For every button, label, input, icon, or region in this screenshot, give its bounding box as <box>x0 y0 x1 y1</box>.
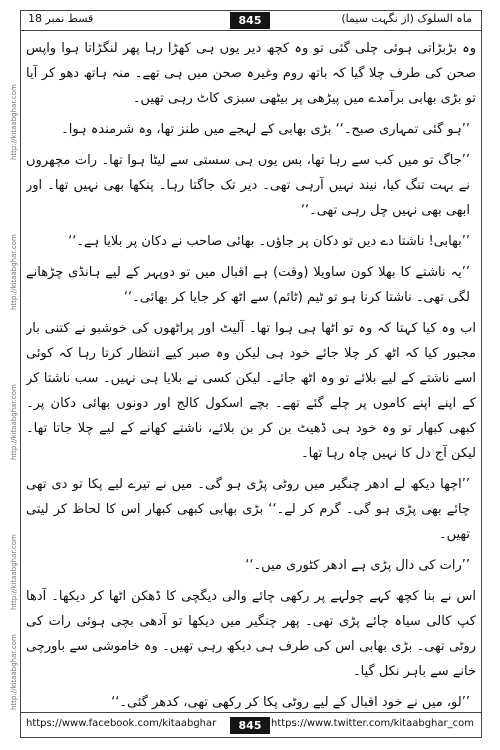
watermark-3: http://kitaabghar.com <box>10 384 18 460</box>
watermark-5: http://kitaabghar.com <box>10 634 18 710</box>
paragraph: ’’اچھا دیکھ لے ادھر چنگیر میں روٹی پڑی ہو گی۔ میں نے تیرے لیے پکا تو دی تھی چائے بھی پڑی ہو گی۔ گرم کر لے۔‘‘ بڑی بھابی کبھی کبھار اس کا لحاظ کر لیتی تھیں۔ <box>26 477 470 542</box>
twitter-link[interactable]: https://www.twitter.com/kitaabghar_com <box>271 718 474 729</box>
page-number-bottom: 845 <box>230 717 270 734</box>
paragraph: اس نے بنا کچھ کہے چولہے پر رکھی چائے والی دیگچی کا ڈھکن اٹھا کر دیکھا۔ آدھا کپ کالی سیاہ چائے پڑی تھی۔ پھر چنگیر میں دیکھا تو آدھی بچی ہوئی رات کی روٹی تھی۔ بڑی بھابی اس کی طرف ہی دیکھ رہی تھیں۔ وہ خاموشی سے باورچی خانے سے باہر نکل گیا۔ <box>26 589 476 679</box>
watermark-1: http://kitaabghar.com <box>10 84 18 160</box>
paragraph: ’’بھابی! ناشتا دے دیں تو دکان پر جاؤں۔ بھائی صاحب نے دکان پر بلایا ہے۔‘‘ <box>68 234 470 249</box>
paragraph: ’’ہو گئی تمہاری صبح۔‘‘ بڑی بھابی کے لہجے میں طنز تھا، وہ شرمندہ ہوا۔ <box>61 122 470 137</box>
paragraph: ’’یہ ناشتے کا بھلا کون ساویلا (وقت) ہے اقبال میں تو دوپہر کے لیے ہانڈی چڑھانے لگی تھی۔ ناشتا کرنا ہو تو ٹیم (ٹائم) سے اٹھ کر جایا کر بھائی۔‘‘ <box>26 265 470 305</box>
page-number-top: 845 <box>230 12 270 29</box>
paragraph: ’’رات کی دال پڑی ہے ادھر کٹوری میں۔‘‘ <box>245 558 470 573</box>
episode-label: قسط نمبر 18 <box>28 12 94 25</box>
watermark-4: http://kitaabghar.com <box>10 534 18 610</box>
header-rule <box>20 30 482 31</box>
paragraph: ’’لو، میں نے خود اقبال کے لیے روٹی پکا کر رکھی تھی، کدھر گئی۔‘‘ <box>111 695 470 710</box>
facebook-link[interactable]: https://www.facebook.com/kitaabghar <box>26 718 217 729</box>
watermark-2: http://kitaabghar.com <box>10 234 18 310</box>
paragraph: ’’جاگ تو میں کب سے رہا تھا، بس یوں ہی سستی سے لیٹا ہوا تھا۔ رات مچھروں نے بہت تنگ کیا، نیند نہیں آرہی تھی۔ دیر تک جاگتا رہا۔ پنکھا بھی نہیں تھا۔ اور ابھی بھی نہیں چل رہی تھی۔‘‘ <box>26 153 470 218</box>
series-title: ماہ السلوک (از نگہت سیما) <box>341 12 472 25</box>
paragraph: اب وہ کیا کہتا کہ وہ تو اٹھا ہی ہوا تھا۔ آلیٹ اور پراٹھوں کی خوشبو نے کتنی بار مجبور کیا کہ اٹھ کر چلا جائے خود ہی لیکن وہ صبر کیے انتظار کرتا رہا کہ کوئی اسے ناشتے کے لیے بلائے تو وہ اٹھ جائے۔ لیکن کسی نے بلایا ہی نہیں۔ سب ناشتا کر کے اپنے اپنے کاموں پر چلے گئے تھے۔ بچے اسکول کالج اور دونوں بھائی دکان پر۔ کبھی کبھار تو وہ خود ہی ڈھیٹ بن کر بن بلائے، ناشتے کھانے کے لیے چلا جاتا تھا۔ لیکن آج دل کا نہیں چاہ رہا تھا۔ <box>26 321 476 461</box>
footer-rule <box>20 712 482 713</box>
story-text <box>26 36 476 710</box>
paragraph: وہ بڑبڑاتی ہوئی چلی گئی تو وہ کچھ دیر یوں ہی کھڑا رہا پھر لنگڑاتا ہوا واپس صحن کی طرف چلا گیا کہ باتھ روم وغیرہ صحن میں ہی تھے۔ منہ ہاتھ دھو کر آیا تو بڑی بھابی برآمدے میں پیڑھی پر بیٹھی سبزی کاٹ رہی تھیں۔ <box>26 41 476 106</box>
